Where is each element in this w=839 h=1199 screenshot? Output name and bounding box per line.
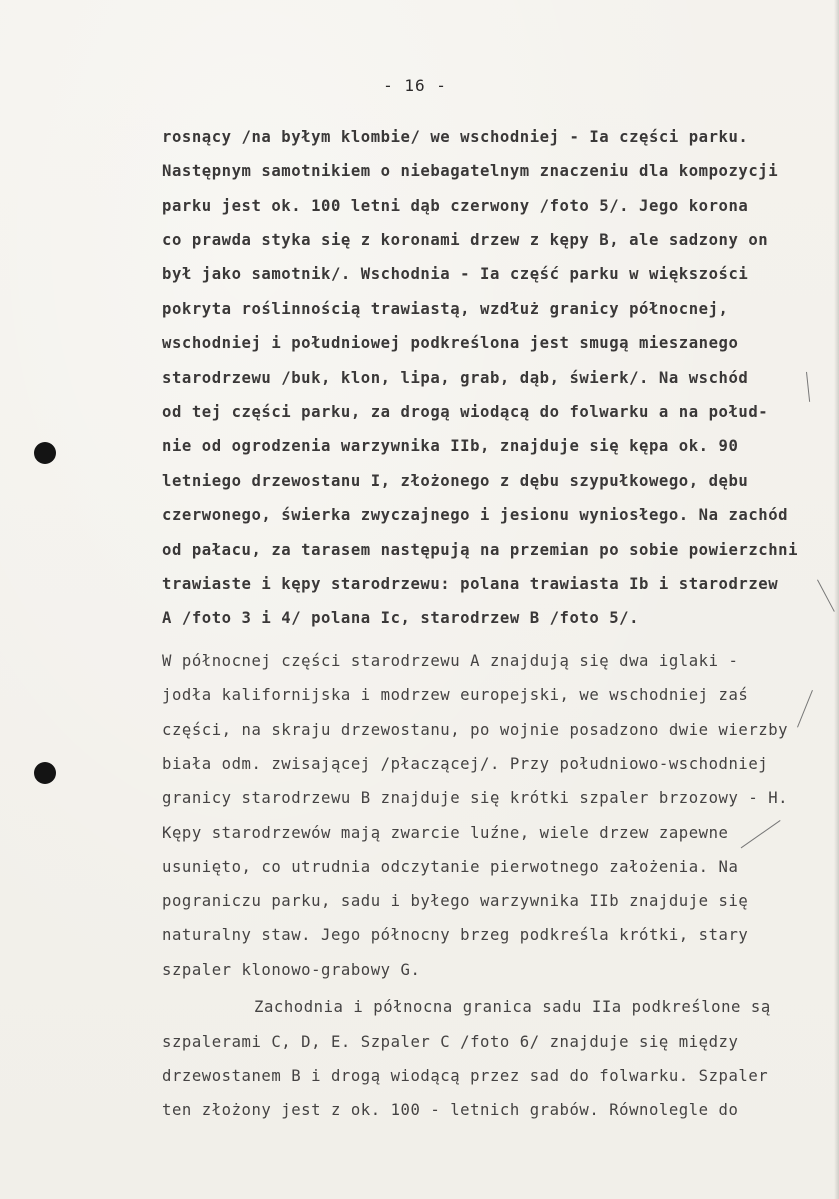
text-line: pograniczu parku, sadu i byłego warzywnika IIb znajduje się — [162, 892, 749, 910]
text-line: W północnej części starodrzewu A znajdują się dwa iglaki - — [162, 652, 739, 670]
text-line: letniego drzewostanu I, złożonego z dębu szypułkowego, dębu — [162, 472, 749, 490]
page-edge-shadow — [834, 0, 839, 1199]
punch-hole — [34, 442, 56, 464]
punch-hole — [34, 762, 56, 784]
text-line: szpaler klonowo-grabowy G. — [162, 961, 421, 979]
text-line: od tej części parku, za drogą wiodącą do folwarku a na połud- — [162, 403, 769, 421]
text-line: granicy starodrzewu B znajduje się krótki szpaler brzozowy - H. — [162, 789, 789, 807]
text-line: starodrzewu /buk, klon, lipa, grab, dąb, świerk/. Na wschód — [162, 369, 749, 387]
pencil-mark — [806, 372, 810, 402]
pencil-mark — [817, 580, 835, 612]
text-line: Następnym samotnikiem o niebagatelnym znaczeniu dla kompozycji — [162, 162, 779, 180]
text-line: biała odm. zwisającej /płaczącej/. Przy południowo-wschodniej — [162, 755, 769, 773]
page-number: - 16 - — [383, 76, 447, 95]
text-line: jodła kalifornijska i modrzew europejski, we wschodniej zaś — [162, 686, 749, 704]
text-line: usunięto, co utrudnia odczytanie pierwotnego założenia. Na — [162, 858, 739, 876]
text-line: pokryta roślinnością trawiastą, wzdłuż granicy północnej, — [162, 300, 729, 318]
text-line: A /foto 3 i 4/ polana Ic, starodrzew B /foto 5/. — [162, 609, 640, 627]
text-line: od pałacu, za tarasem następują na przemian po sobie powierzchni — [162, 541, 799, 559]
text-line: ten złożony jest z ok. 100 - letnich grabów. Równolegle do — [162, 1101, 739, 1119]
text-line: czerwonego, świerka zwyczajnego i jesionu wyniosłego. Na zachód — [162, 506, 789, 524]
pencil-mark — [741, 820, 781, 848]
text-line: parku jest ok. 100 letni dąb czerwony /foto 5/. Jego korona — [162, 197, 749, 215]
text-line: drzewostanem B i drogą wiodącą przez sad do folwarku. Szpaler — [162, 1067, 769, 1085]
text-line: Kępy starodrzewów mają zwarcie luźne, wiele drzew zapewne — [162, 824, 729, 842]
text-line: Zachodnia i północna granica sadu IIa podkreślone są — [254, 998, 771, 1016]
text-line: części, na skraju drzewostanu, po wojnie posadzono dwie wierzby — [162, 721, 789, 739]
text-line: nie od ogrodzenia warzywnika IIb, znajduje się kępa ok. 90 — [162, 437, 739, 455]
text-line: wschodniej i południowej podkreślona jest smugą mieszanego — [162, 334, 739, 352]
text-line: naturalny staw. Jego północny brzeg podkreśla krótki, stary — [162, 926, 749, 944]
text-line: był jako samotnik/. Wschodnia - Ia część parku w większości — [162, 265, 749, 283]
text-line: rosnący /na byłym klombie/ we wschodniej - Ia części parku. — [162, 128, 749, 146]
pencil-mark — [797, 690, 813, 727]
text-line: szpalerami C, D, E. Szpaler C /foto 6/ znajduje się między — [162, 1033, 739, 1051]
text-line: trawiaste i kępy starodrzewu: polana trawiasta Ib i starodrzew — [162, 575, 779, 593]
text-line: co prawda styka się z koronami drzew z kępy B, ale sadzony on — [162, 231, 769, 249]
